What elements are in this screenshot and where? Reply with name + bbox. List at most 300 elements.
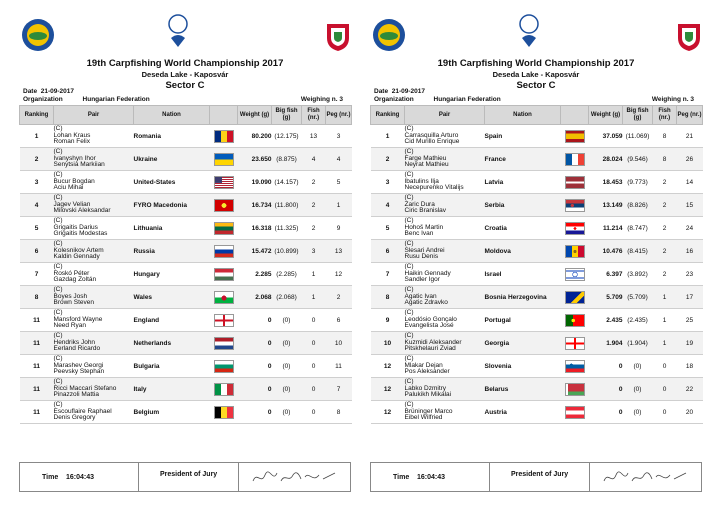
table-row	[371, 263, 703, 286]
pair-cell	[54, 148, 134, 171]
table-row	[371, 332, 703, 355]
table-row	[20, 125, 352, 148]
nation-cell: Latvia	[485, 171, 561, 194]
rank-cell: 12	[371, 401, 405, 424]
time-label: Time	[393, 474, 410, 481]
fish-count-cell: 0	[302, 332, 326, 355]
ukraine-flag-icon	[214, 153, 234, 166]
rank-cell: 3	[371, 171, 405, 194]
footer-divider	[138, 463, 139, 491]
peg-cell: 9	[326, 217, 352, 240]
category-tag: (C)	[404, 378, 414, 386]
rank-cell: 7	[371, 263, 405, 286]
peg-cell: 18	[677, 355, 703, 378]
venue-subtitle: Deseda Lake - Kaposvár	[492, 70, 580, 79]
weight-cell: 10.476	[589, 240, 623, 263]
header-pair: Pair	[54, 106, 134, 125]
fish-count-cell: 0	[653, 401, 677, 424]
hungary-federation-logo-icon	[676, 20, 702, 52]
pair-cell	[54, 332, 134, 355]
fish-count-cell: 1	[302, 286, 326, 309]
fish-count-cell: 8	[653, 125, 677, 148]
angler-1: Brüninger Marco	[404, 407, 453, 415]
bigfish-cell: (0)	[272, 378, 302, 401]
results-table	[370, 105, 703, 424]
weight-cell: 2.435	[589, 309, 623, 332]
time-label: Time	[42, 474, 59, 481]
rank-cell: 5	[20, 217, 54, 240]
angler-1: Ibatulins Ilja	[404, 177, 439, 185]
nation-cell: Bosnia Herzegovina	[485, 286, 561, 309]
category-tag: (C)	[53, 148, 63, 156]
angler-1: Lohan Kraus	[53, 131, 91, 139]
fish-count-cell: 2	[302, 171, 326, 194]
angler-2: Denis Gregory	[53, 414, 96, 422]
organization-value: Hungarian Federation	[433, 96, 501, 103]
organization-line	[23, 96, 343, 103]
peg-cell: 21	[677, 125, 703, 148]
angler-1: Leodósio Gonçalo	[404, 315, 457, 323]
rank-cell: 3	[20, 171, 54, 194]
venue-subtitle: Deseda Lake - Kaposvár	[141, 70, 229, 79]
bigfish-cell: (0)	[272, 332, 302, 355]
footer-box	[370, 462, 702, 492]
bigfish-cell: (1.904)	[623, 332, 653, 355]
flag-cell	[210, 332, 238, 355]
israel-flag-icon	[565, 268, 585, 281]
pair-cell	[54, 355, 134, 378]
angler-1: Marashev Georgi	[53, 361, 104, 369]
table-row	[371, 171, 703, 194]
angler-1: Hohoš Martin	[404, 223, 444, 231]
flag-cell	[561, 194, 589, 217]
date-line	[374, 88, 425, 95]
latvia-flag-icon	[565, 176, 585, 189]
table-row	[371, 355, 703, 378]
usa-flag-icon	[214, 176, 234, 189]
organization-label: Organization	[23, 96, 63, 103]
angler-1: Agatic Ivan	[404, 292, 437, 300]
fish-count-cell: 2	[302, 217, 326, 240]
pair-cell	[54, 309, 134, 332]
weight-cell: 0	[238, 355, 272, 378]
bigfish-cell: (2.435)	[623, 309, 653, 332]
pair-cell	[54, 240, 134, 263]
peg-cell: 16	[677, 240, 703, 263]
nation-cell: Ukraine	[134, 148, 210, 171]
angler-2: Cid Murillo Enrique	[404, 138, 460, 146]
lithuania-flag-icon	[214, 222, 234, 235]
peg-cell: 26	[677, 148, 703, 171]
nation-cell: Israel	[485, 263, 561, 286]
signature-icon	[239, 463, 349, 491]
hungary-federation-logo-icon	[325, 20, 351, 52]
angler-2: Kaldin Gennady	[53, 253, 100, 261]
angler-2: Evangelista José	[404, 322, 454, 330]
angler-2: Need Ryan	[53, 322, 87, 330]
cipss-logo-icon	[167, 12, 189, 48]
pair-cell	[405, 355, 485, 378]
portugal-flag-icon	[565, 314, 585, 327]
rank-cell: 5	[371, 217, 405, 240]
bigfish-cell: (9.546)	[623, 148, 653, 171]
fish-count-cell: 0	[653, 355, 677, 378]
rank-cell: 8	[371, 286, 405, 309]
table-row	[371, 401, 703, 424]
fish-count-cell: 3	[302, 240, 326, 263]
bigfish-cell: (0)	[623, 401, 653, 424]
angler-1: Roskó Péter	[53, 269, 90, 277]
angler-1: Zaric Dura	[404, 200, 435, 208]
croatia-flag-icon	[565, 222, 585, 235]
bigfish-cell: (12.175)	[272, 125, 302, 148]
romania-flag-icon	[214, 130, 234, 143]
flag-cell	[561, 263, 589, 286]
angler-1: Mlakar Dejan	[404, 361, 443, 369]
bigfish-cell: (8.875)	[272, 148, 302, 171]
nation-cell: FYRO Macedonia	[134, 194, 210, 217]
angler-2: Peevsky Stephan	[53, 368, 105, 376]
time-value: 16:04:43	[417, 474, 446, 481]
organization-value: Hungarian Federation	[82, 96, 150, 103]
nation-cell: United-States	[134, 171, 210, 194]
category-tag: (C)	[53, 378, 63, 386]
fish-count-cell: 2	[653, 263, 677, 286]
pair-cell	[405, 401, 485, 424]
header-flag	[210, 106, 238, 125]
fish-count-cell: 4	[302, 148, 326, 171]
pair-cell	[54, 194, 134, 217]
category-tag: (C)	[53, 240, 63, 248]
angler-2: Rusu Denis	[404, 253, 439, 261]
category-tag: (C)	[53, 286, 63, 294]
rank-cell: 1	[371, 125, 405, 148]
weight-cell: 18.453	[589, 171, 623, 194]
header-weight: Weight (g)	[238, 106, 272, 125]
peg-cell: 15	[677, 194, 703, 217]
table-row	[20, 263, 352, 286]
weight-cell: 19.090	[238, 171, 272, 194]
peg-cell: 14	[677, 171, 703, 194]
angler-2: Gazdag Zoltán	[53, 276, 97, 284]
georgia-flag-icon	[565, 337, 585, 350]
nation-cell: Netherlands	[134, 332, 210, 355]
category-tag: (C)	[53, 332, 63, 340]
angler-1: Jagev Velian	[53, 200, 91, 208]
pair-cell	[54, 171, 134, 194]
table-row	[371, 240, 703, 263]
table-row	[20, 171, 352, 194]
table-row	[20, 401, 352, 424]
nation-cell: Wales	[134, 286, 210, 309]
angler-2: Grigaitis Modestas	[53, 230, 108, 238]
belarus-flag-icon	[565, 383, 585, 396]
nation-cell: Serbia	[485, 194, 561, 217]
peg-cell: 25	[677, 309, 703, 332]
flag-cell	[210, 401, 238, 424]
angler-2: Roman Felix	[53, 138, 90, 146]
nation-cell: England	[134, 309, 210, 332]
nation-cell: Lithuania	[134, 217, 210, 240]
rank-cell: 12	[371, 355, 405, 378]
table-row	[20, 309, 352, 332]
header-bigfish: Big fish (g)	[272, 106, 302, 125]
angler-2: Pinazzoli Mattia	[53, 391, 100, 399]
angler-2: Aciu Mihai	[53, 184, 84, 192]
weight-cell: 2.068	[238, 286, 272, 309]
pair-cell	[54, 263, 134, 286]
bigfish-cell: (11.325)	[272, 217, 302, 240]
page-title: 19th Carpfishing World Championship 2017	[86, 58, 284, 69]
date-label: Date	[23, 88, 38, 95]
bosnia-flag-icon	[565, 291, 585, 304]
weight-cell: 0	[238, 309, 272, 332]
flag-cell	[561, 286, 589, 309]
rank-cell: 11	[20, 332, 54, 355]
england-flag-icon	[214, 314, 234, 327]
weight-cell: 6.397	[589, 263, 623, 286]
flag-cell	[210, 217, 238, 240]
weight-cell: 23.650	[238, 148, 272, 171]
angler-1: Carrasquilla Arturo	[404, 131, 459, 139]
category-tag: (C)	[404, 148, 414, 156]
fish-count-cell: 2	[302, 194, 326, 217]
flag-cell	[561, 171, 589, 194]
nation-cell: Romania	[134, 125, 210, 148]
date-line	[23, 88, 74, 95]
peg-cell: 20	[677, 401, 703, 424]
weight-cell: 16.318	[238, 217, 272, 240]
angler-1: Escouflaire Raphael	[53, 407, 112, 415]
category-tag: (C)	[404, 263, 414, 271]
category-tag: (C)	[53, 125, 63, 133]
category-tag: (C)	[53, 263, 63, 271]
angler-1: Mansford Wayne	[53, 315, 103, 323]
fish-count-cell: 0	[302, 401, 326, 424]
results-body	[371, 125, 703, 424]
flag-cell	[210, 171, 238, 194]
pair-cell	[54, 125, 134, 148]
nation-cell: Italy	[134, 378, 210, 401]
pair-cell	[405, 332, 485, 355]
weight-cell: 0	[589, 401, 623, 424]
peg-cell: 7	[326, 378, 352, 401]
weight-cell: 0	[589, 378, 623, 401]
fish-count-cell: 1	[653, 286, 677, 309]
rank-cell: 2	[371, 148, 405, 171]
weight-cell: 80.200	[238, 125, 272, 148]
pair-cell	[405, 171, 485, 194]
angler-2: Pos Aleksander	[404, 368, 450, 376]
header-fish: Fish (nr.)	[653, 106, 677, 125]
table-row	[20, 355, 352, 378]
flag-cell	[210, 286, 238, 309]
category-tag: (C)	[53, 194, 63, 202]
category-tag: (C)	[53, 309, 63, 317]
category-tag: (C)	[404, 355, 414, 363]
weight-cell: 2.285	[238, 263, 272, 286]
bigfish-cell: (8.747)	[623, 217, 653, 240]
pair-cell	[405, 125, 485, 148]
rank-cell: 1	[20, 125, 54, 148]
angler-2: Palukikh Mikalai	[404, 391, 452, 399]
header-nation: Nation	[134, 106, 210, 125]
nation-cell: Croatia	[485, 217, 561, 240]
peg-cell: 12	[326, 263, 352, 286]
macedonia-flag-icon	[214, 199, 234, 212]
nation-cell: Slovenia	[485, 355, 561, 378]
header-bigfish: Big fish (g)	[623, 106, 653, 125]
header-peg: Peg (nr.)	[326, 106, 352, 125]
rank-cell: 2	[20, 148, 54, 171]
nation-cell: France	[485, 148, 561, 171]
angler-2: Milovski Aleksandar	[53, 207, 111, 215]
table-row	[20, 240, 352, 263]
angler-1: Haikin Gennady	[404, 269, 451, 277]
angler-2: Eibel Wilfried	[404, 414, 443, 422]
rank-cell: 11	[20, 355, 54, 378]
flag-cell	[210, 240, 238, 263]
table-row	[20, 148, 352, 171]
category-tag: (C)	[53, 217, 63, 225]
flag-cell	[210, 194, 238, 217]
header-pair: Pair	[405, 106, 485, 125]
pair-cell	[405, 378, 485, 401]
bigfish-cell: (5.709)	[623, 286, 653, 309]
pair-cell	[405, 148, 485, 171]
table-row	[20, 217, 352, 240]
table-row	[371, 286, 703, 309]
category-tag: (C)	[53, 171, 63, 179]
peg-cell: 6	[326, 309, 352, 332]
angler-1: Ricci Maccari Stefano	[53, 384, 117, 392]
spain-flag-icon	[565, 130, 585, 143]
time-line	[42, 474, 94, 481]
angler-2: Pitskhelauri Zviad	[404, 345, 456, 353]
angler-1: Labko Dzmitry	[404, 384, 447, 392]
table-row	[371, 378, 703, 401]
angler-2: Agatic Zdravko	[404, 299, 448, 307]
flag-cell	[561, 378, 589, 401]
weight-cell: 28.024	[589, 148, 623, 171]
weight-cell: 0	[238, 332, 272, 355]
angler-1: Farge Mathieu	[404, 154, 447, 162]
rank-cell: 8	[20, 286, 54, 309]
fish-count-cell: 1	[302, 263, 326, 286]
table-row	[371, 309, 703, 332]
flag-cell	[561, 240, 589, 263]
table-row	[20, 286, 352, 309]
category-tag: (C)	[53, 401, 63, 409]
fish-count-cell: 0	[302, 309, 326, 332]
flag-cell	[210, 263, 238, 286]
fips-logo-icon	[21, 18, 55, 52]
peg-cell: 10	[326, 332, 352, 355]
president-of-jury-label: President of Jury	[160, 471, 218, 478]
header-fish: Fish (nr.)	[302, 106, 326, 125]
category-tag: (C)	[404, 217, 414, 225]
flag-cell	[561, 217, 589, 240]
category-tag: (C)	[404, 332, 414, 340]
angler-2: Eerland Ricardo	[53, 345, 101, 353]
peg-cell: 4	[326, 148, 352, 171]
rank-cell: 7	[20, 263, 54, 286]
date-value: 21-09-2017	[40, 88, 74, 95]
slovenia-flag-icon	[565, 360, 585, 373]
flag-cell	[210, 125, 238, 148]
fish-count-cell: 2	[653, 194, 677, 217]
nation-cell: Austria	[485, 401, 561, 424]
angler-1: Hendriks John	[53, 338, 96, 346]
nation-cell: Portugal	[485, 309, 561, 332]
nation-cell: Georgia	[485, 332, 561, 355]
fish-count-cell: 1	[653, 332, 677, 355]
angler-1: Slesari Andrei	[404, 246, 445, 254]
wales-flag-icon	[214, 291, 234, 304]
category-tag: (C)	[404, 309, 414, 317]
angler-2: Benc Ivan	[404, 230, 434, 238]
table-row	[20, 378, 352, 401]
pair-cell	[54, 217, 134, 240]
bigfish-cell: (11.069)	[623, 125, 653, 148]
results-body	[20, 125, 352, 424]
rank-cell: 4	[20, 194, 54, 217]
weight-cell: 0	[238, 378, 272, 401]
angler-2: Sandler Igor	[404, 276, 440, 284]
fish-count-cell: 0	[653, 378, 677, 401]
header-weight: Weight (g)	[589, 106, 623, 125]
peg-cell: 22	[677, 378, 703, 401]
rank-cell: 6	[371, 240, 405, 263]
pair-cell	[405, 194, 485, 217]
italy-flag-icon	[214, 383, 234, 396]
organization-line	[374, 96, 694, 103]
weighing-number: Weighing n. 3	[300, 96, 343, 103]
serbia-flag-icon	[565, 199, 585, 212]
peg-cell: 17	[677, 286, 703, 309]
weight-cell: 13.149	[589, 194, 623, 217]
bigfish-cell: (0)	[272, 355, 302, 378]
rank-cell: 11	[20, 378, 54, 401]
nation-cell: Russia	[134, 240, 210, 263]
rank-cell: 11	[20, 401, 54, 424]
signature-icon	[590, 463, 700, 491]
table-row	[371, 217, 703, 240]
bigfish-cell: (14.157)	[272, 171, 302, 194]
date-value: 21-09-2017	[391, 88, 425, 95]
peg-cell: 11	[326, 355, 352, 378]
results-sheet-right	[366, 4, 706, 496]
angler-2: Ciric Branislav	[404, 207, 447, 215]
president-of-jury-label: President of Jury	[511, 471, 569, 478]
france-flag-icon	[565, 153, 585, 166]
hungary-flag-icon	[214, 268, 234, 281]
angler-1: Kolesnikov Artem	[53, 246, 104, 254]
weight-cell: 0	[238, 401, 272, 424]
peg-cell: 2	[326, 286, 352, 309]
footer-divider	[489, 463, 490, 491]
rank-cell: 10	[371, 332, 405, 355]
bigfish-cell: (2.285)	[272, 263, 302, 286]
peg-cell: 3	[326, 125, 352, 148]
pair-cell	[405, 263, 485, 286]
angler-1: Ivanyshyn Ihor	[53, 154, 96, 162]
weighing-number: Weighing n. 3	[651, 96, 694, 103]
bigfish-cell: (2.068)	[272, 286, 302, 309]
belgium-flag-icon	[214, 406, 234, 419]
footer-box	[19, 462, 351, 492]
category-tag: (C)	[404, 171, 414, 179]
